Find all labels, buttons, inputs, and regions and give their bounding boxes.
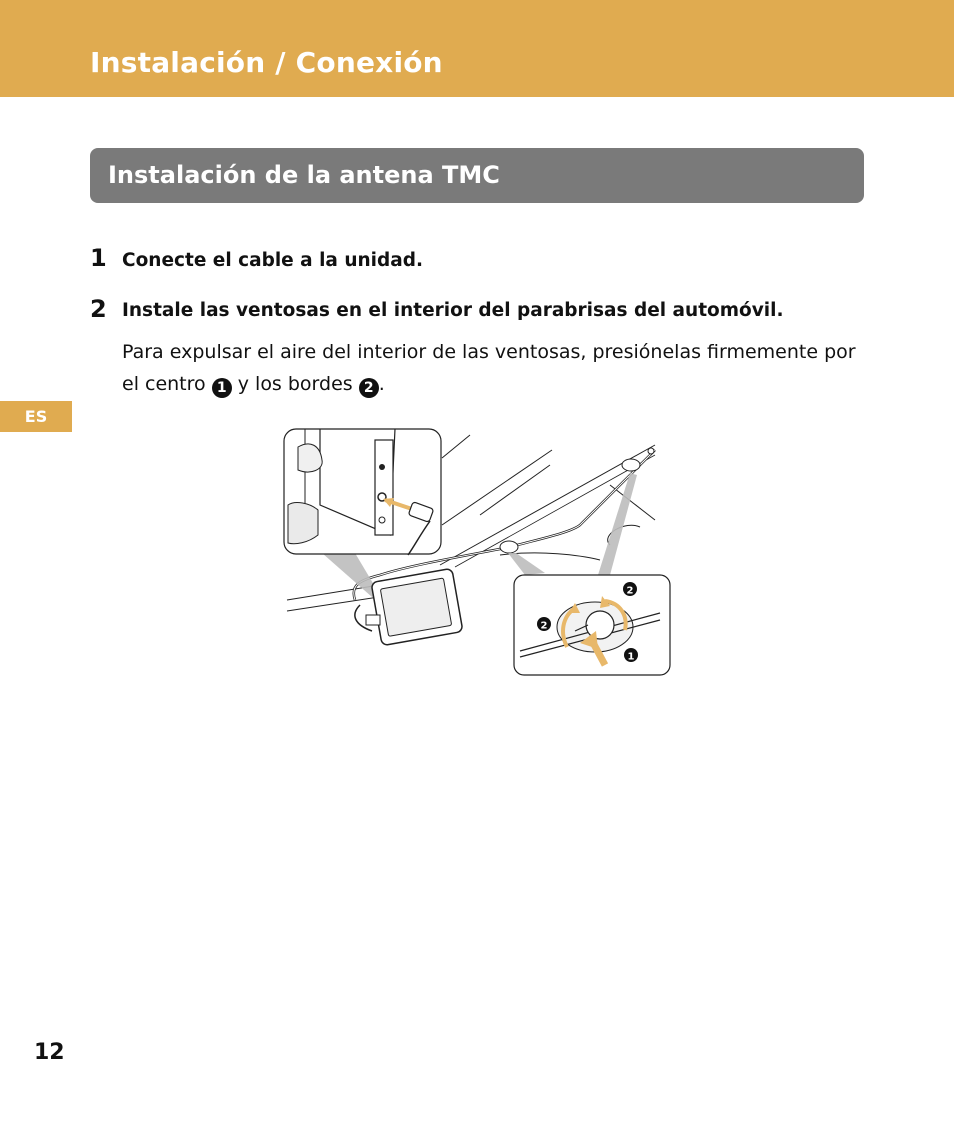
page-number: 12	[34, 1040, 65, 1065]
step-1-text: Conecte el cable a la unidad.	[122, 250, 424, 271]
illustration-marker-2b: 2	[540, 620, 548, 632]
step-2-text: Instale las ventosas en el interior del parabrisas del automóvil.	[122, 300, 784, 321]
paragraph-text-3: .	[378, 373, 385, 395]
step-1-number: 1	[90, 244, 107, 272]
paragraph-text-2: y los bordes	[237, 373, 353, 395]
section-title: Instalación de la antena TMC	[108, 161, 500, 189]
section-heading-bar	[90, 148, 864, 203]
page-title: Instalación / Conexión	[90, 46, 443, 79]
installation-illustration	[280, 425, 675, 680]
cable-plug-illustration	[284, 429, 441, 555]
illustration-marker-2: 2	[626, 585, 634, 597]
suction-cup-icon	[622, 459, 640, 471]
page-header	[0, 0, 954, 97]
language-tab	[0, 401, 72, 432]
step-2-number: 2	[90, 295, 107, 323]
marker-2-icon: 2	[359, 378, 379, 398]
illustration-marker-1: 1	[627, 651, 635, 663]
language-label: ES	[24, 407, 48, 426]
suction-cup-icon	[500, 541, 518, 553]
paragraph-text-1: Para expulsar el aire del interior de las ventosas, presiónelas firmemente por el centro	[122, 341, 856, 395]
navigation-unit-illustration	[355, 568, 463, 645]
suction-cup-illustration	[514, 575, 670, 675]
marker-1-icon: 1	[212, 378, 232, 398]
instruction-paragraph	[122, 336, 867, 400]
